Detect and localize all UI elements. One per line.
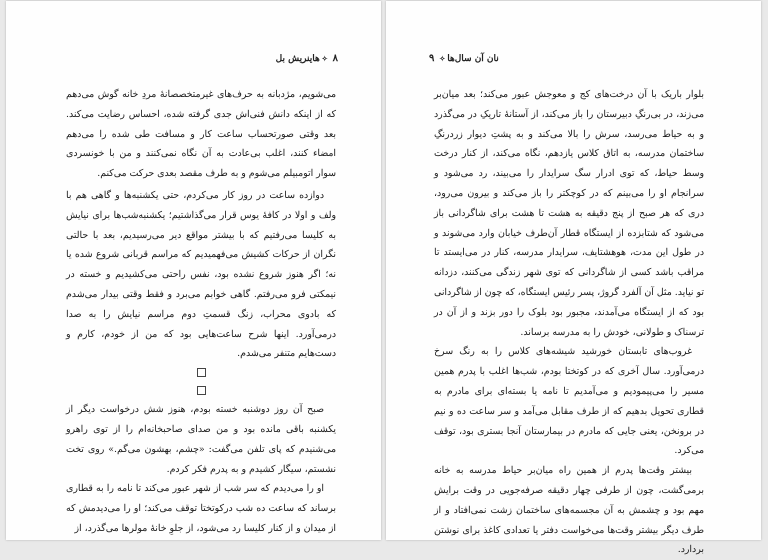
page-number: ۹	[429, 53, 435, 64]
running-title: هاینریش بل	[275, 54, 320, 64]
header-ornament: ✧	[321, 54, 328, 63]
separator-box-icon	[197, 386, 206, 395]
book-page-left	[6, 1, 381, 540]
book-page-right	[386, 1, 761, 556]
section-separator	[66, 382, 336, 400]
body-text	[66, 85, 336, 539]
body-text	[434, 85, 704, 560]
page-number: ۸	[332, 53, 338, 64]
separator-box-icon	[197, 368, 206, 377]
running-title: نان آن سال‌ها	[447, 54, 499, 64]
paragraph: بیشتر وقت‌ها پدرم از همین راه میان‌بر حیاط مدرسه به خانه برمی‌گشت، چون از طرفی چهار دقیقه صرفه‌جویی در وقت برایش مهم بود و چشمش به آن مجسمه‌های ساختمان زشت نمی‌افتاد و از طرف دیگر بیشتر وقت‌ها می‌خواست دفتر یا تعدادی کاغذ برای نوشتن بردارد.	[434, 465, 704, 556]
paragraph: غروب‌های تابستان خورشید شیشه‌های کلاس را به رنگ سرخ درمی‌آورد. سال آخری که در کوتختا بودم، شب‌ها اغلب با پدرم همین مسیر را می‌پیمودیم و می‌آمدیم تا نامه یا بسته‌ای برای مادرم به قطاری تحویل بدهیم که از طرف مقابل می‌آمد و سر ساعت ده و نیم در برونخن، یعنی جایی که مادرم در بیمارستان آنجا بستری بود، توقف می‌کرد.	[434, 346, 704, 457]
paragraph: بلوار باریک با آن درخت‌های کج و معوجش عبور می‌کند؛ بعد میان‌بر می‌زند، در بی‌رنگِ دبیرستان را باز می‌کند، از آستانهٔ تاریکِ در می‌گذرد و به حیاط می‌رسد، سرش را بالا می‌کند و به پشتِ دیوار زردرنگِ ساختمان مدرسه، به اتاق کلاس یازدهم، نگاه می‌کند، از کنار درخت وسط حیاط، که توی ادرار سگ سرایدار را می‌بیند، رد می‌شود و سرانجام او را می‌بینم که در کوچکتر را باز می‌کند و بیرون می‌رود، دری که هر صبح از پنج دقیقه به هشت تا هشت برای شاگردانی باز می‌شود که شتابزده از ایستگاه قطار آن‌طرف خیابان وارد می‌شوند و در طول این مدت، هوهشتایف، سرایدار مدرسه، کنار در می‌ایستد تا مراقب باشد کسی از شاگردانی که توی شهر زندگی می‌کنند، دزدانه تو نیاید. مثل آن آلفرد گروژ، پسر رئیس ایستگاه، که چون از شاگردانی بود که از ایستگاه می‌آمدند، مجبور بود بلوک را دور بزند و از آن در ترسناک و طولانی، خودش را به مدرسه برساند.	[434, 89, 704, 338]
page-header	[276, 53, 341, 64]
paragraph: او را می‌دیدم که سر شب از شهر عبور می‌کند تا نامه را به قطاری برساند که ساعت ده شب درکوتختا توقف می‌کند؛ او را می‌دیدمش که از میدان و از کنار کلیسا رد می‌شود، از جلوِ خانهٔ مولرها می‌گذرد، از	[66, 483, 336, 534]
paragraph: دوازده ساعت در روز کار می‌کردم، حتی یکشنبه‌ها و گاهی هم با ولف و اولا در کافهٔ یوس قرار می‌گذاشتیم؛ یکشنبه‌شب‌ها برای نیایش به کلیسا می‌رفتیم که با بیشتر مواقع دیر می‌رسیدیم، بعد با حالتی نگران از حرکات کشیش می‌فهمیدیم که مراسم قربانی شروع شده یا نه؛ اگر هنوز شروع نشده بود، نفس راحتی می‌کشیدیم و خسته در نیمکتی فرو می‌رفتم. گاهی خوابم می‌برد و فقط وقتی بیدار می‌شدم که بادوی محراب، زنگ قسمتِ دوم مراسم نیایش را به صدا درمی‌آورد. اینها شرح ساعت‌هایی بود که من از خودم، کارم و دست‌هایم متنفر می‌شدم.	[66, 189, 336, 360]
paragraph: صبح آن روز دوشنبه خسته بودم، هنوز شش درخواست دیگر از یکشنبه باقی مانده بود و من صدای صاحبخانه‌ام را از توی راهرو می‌شنیدم که پای تلفن می‌گفت: «چشم، بهشون می‌گم.» روی تخت نشستم، سیگار کشیدم و به پدرم فکر کردم.	[66, 404, 336, 475]
paragraph: می‌شویم، مژدبانه به حرف‌های غیرمتخصصانهٔ مردِ خانه گوش می‌دهم که از اینکه دانش فنی‌اش جدی گرفته شده، احساس رضایت می‌کند. بعد وقتی صورتحساب ساعت کار و مسافت طی شده را می‌دهم امضاء کنند، اغلب بی‌عادت به آن نگاه نمی‌کنند و من با خونسردی سوار اتومبیلم می‌شوم و به طرف مقصد بعدی حرکت می‌کنم.	[66, 89, 336, 180]
page-header	[426, 53, 499, 64]
header-ornament: ✧	[439, 54, 446, 63]
section-separator	[66, 364, 336, 382]
